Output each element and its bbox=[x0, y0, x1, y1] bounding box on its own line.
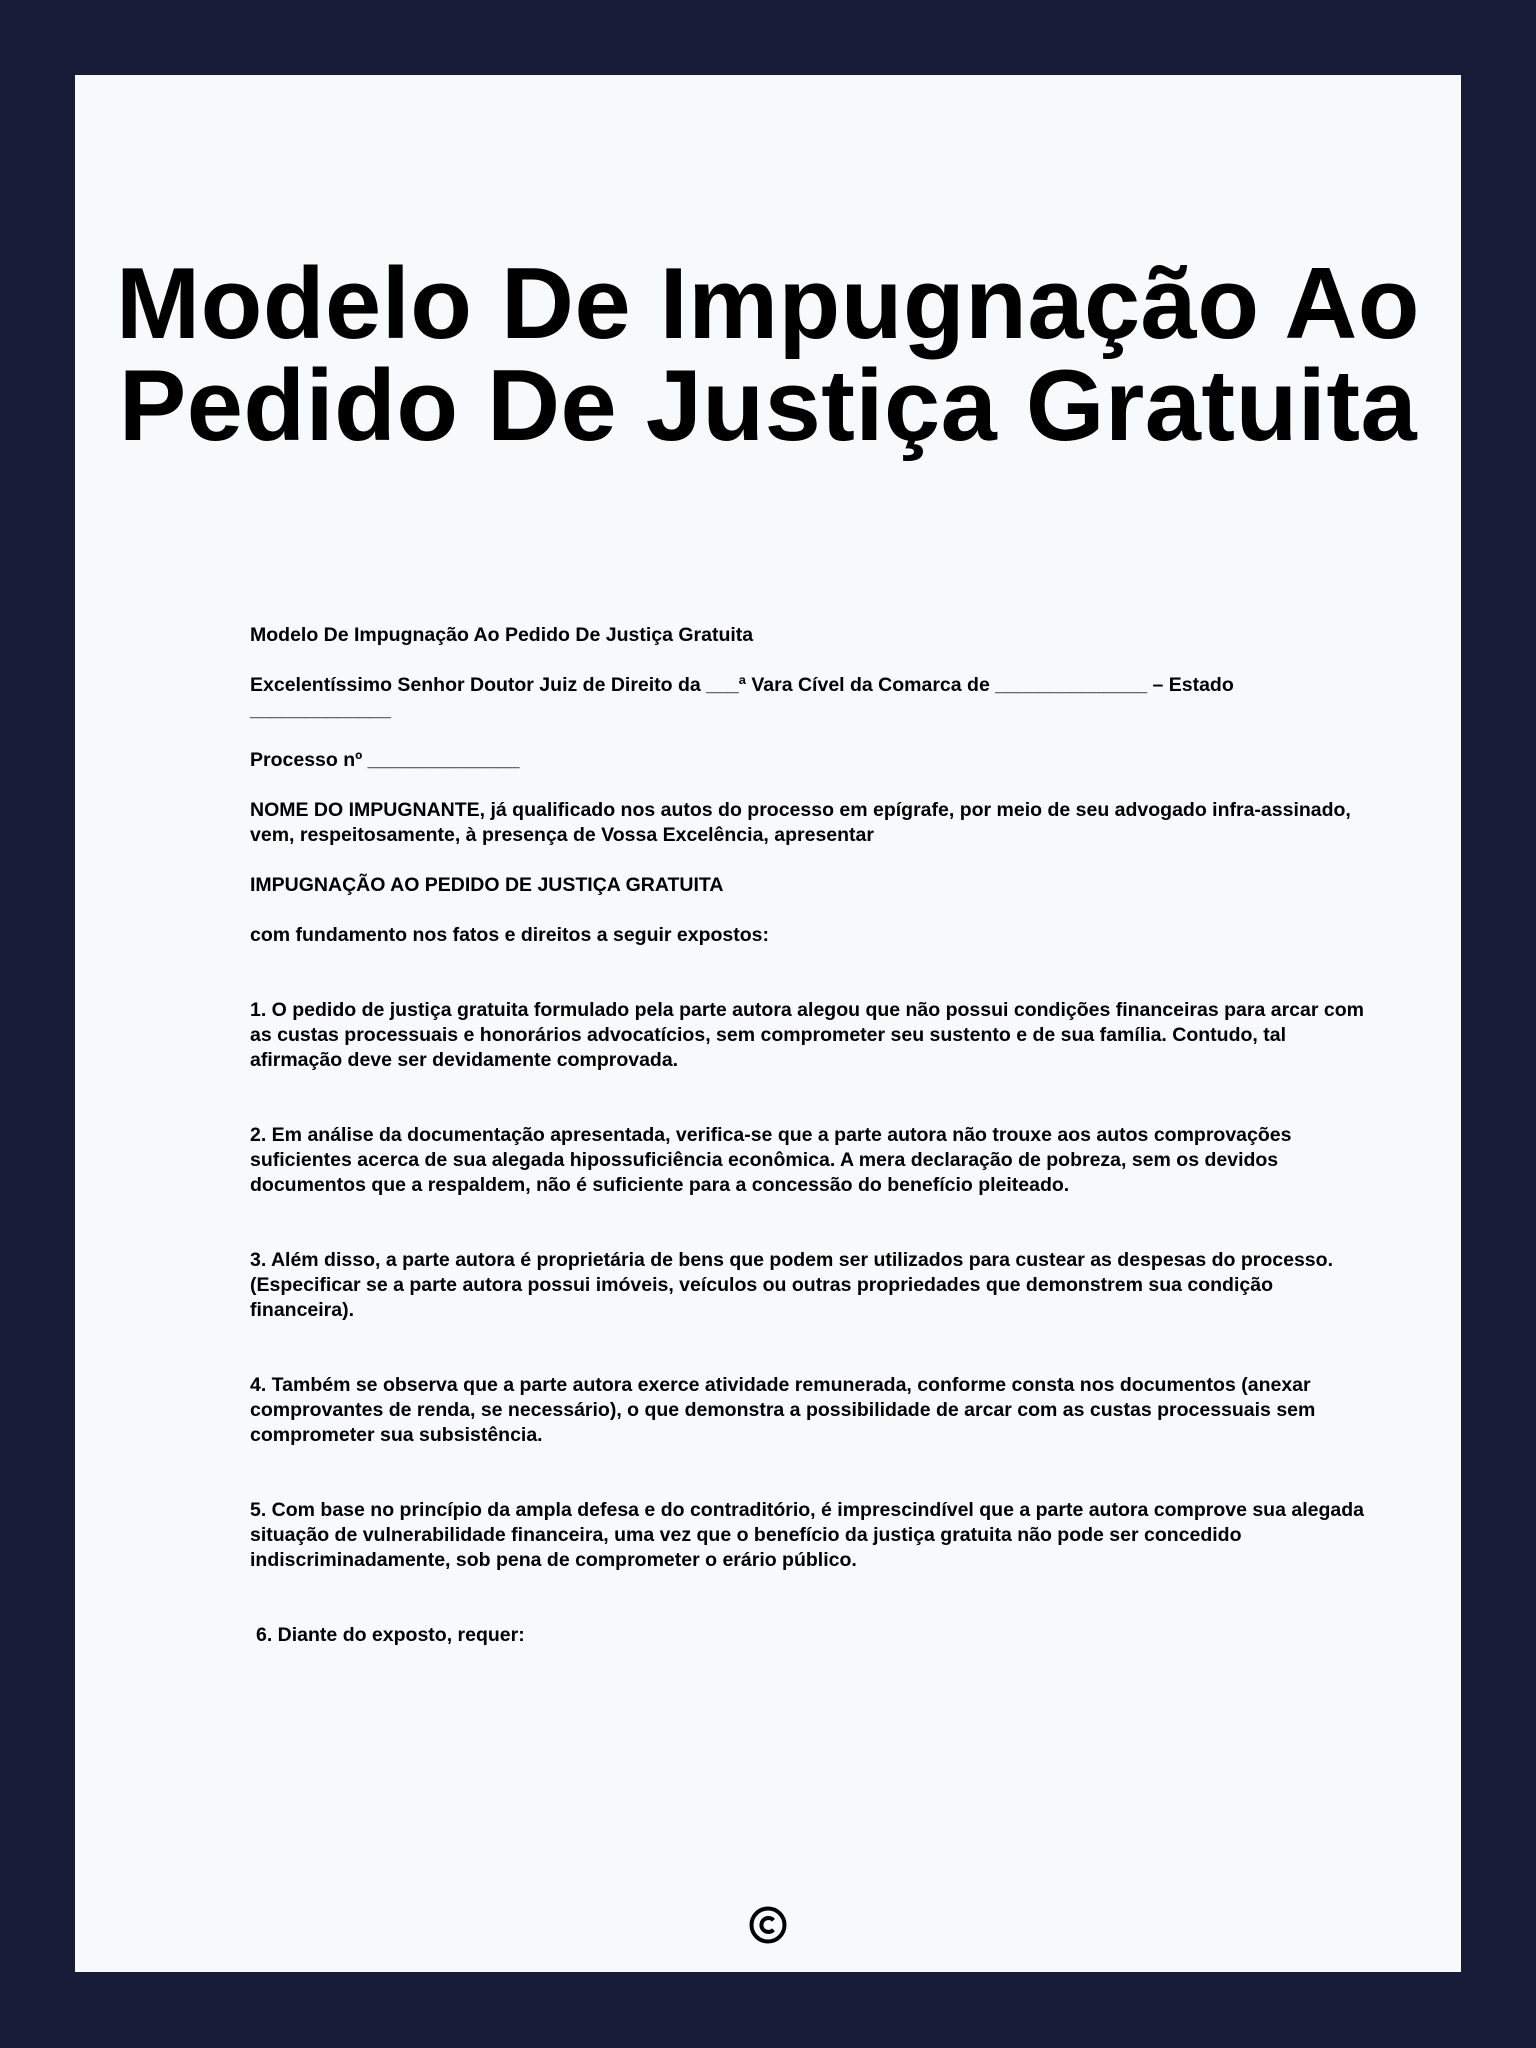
item-2: 2. Em análise da documentação apresentada, verifica-se que a parte autora não trouxe aos autos comprovações suficientes acerca de sua alegada hipossuficiência econômica. A mera declaração de pobreza, sem os devidos documentos que a respaldem, não é suficiente para a concessão do benefício pleiteado. bbox=[250, 1124, 1297, 1196]
document-heading: Modelo De Impugnação Ao Pedido De Justiça Gratuita bbox=[250, 624, 754, 646]
item-3: 3. Além disso, a parte autora é proprietária de bens que podem ser utilizados para custear as despesas do processo. (Especificar se a parte autora possui imóveis, veículos ou outras propriedades que demonstrem sua condição financeira). bbox=[250, 1249, 1339, 1321]
court-address: Excelentíssimo Senhor Doutor Juiz de Direito da ___ª Vara Cível da Comarca de ______________ – Estado _____________ bbox=[250, 674, 1240, 721]
item-1: 1. O pedido de justiça gratuita formulado pela parte autora alegou que não possui condições financeiras para arcar com as custas processuais e honorários advocatícios, sem comprometer seu sustento e de sua família. Contudo, tal afirmação deve ser devidamente comprovada. bbox=[250, 999, 1370, 1071]
item-6: 6. Diante do exposto, requer: bbox=[256, 1624, 525, 1646]
page-title bbox=[75, 248, 1461, 462]
item-5: 5. Com base no princípio da ampla defesa e do contraditório, é imprescindível que a parte autora comprove sua alegada situação de vulnerabilidade financeira, uma vez que o benefício da justiça gratuita não pode ser concedido indiscriminadamente, sob pena de comprometer o erário público. bbox=[250, 1499, 1370, 1571]
foundation-paragraph: com fundamento nos fatos e direitos a seguir expostos: bbox=[250, 924, 770, 946]
intro-paragraph: NOME DO IMPUGNANTE, já qualificado nos autos do processo em epígrafe, por meio de seu advogado infra-assinado, vem, respeitosamente, à presença de Vossa Excelência, apresentar bbox=[250, 799, 1357, 846]
document-body bbox=[250, 623, 1370, 1673]
document-page bbox=[75, 75, 1461, 1972]
page-title-line-2: Pedido De Justiça Gratuita bbox=[118, 350, 1418, 462]
copyright-icon bbox=[748, 1905, 788, 1945]
section-title: IMPUGNAÇÃO AO PEDIDO DE JUSTIÇA GRATUITA bbox=[250, 874, 724, 896]
item-4: 4. Também se observa que a parte autora exerce atividade remunerada, conforme consta nos documentos (anexar comprovantes de renda, se necessário), o que demonstra a possibilidade de arcar com as custas processuais sem comprometer sua subsistência. bbox=[250, 1374, 1321, 1446]
page-title-line-1: Modelo De Impugnação Ao bbox=[116, 248, 1420, 360]
process-number: Processo nº ______________ bbox=[250, 749, 520, 771]
